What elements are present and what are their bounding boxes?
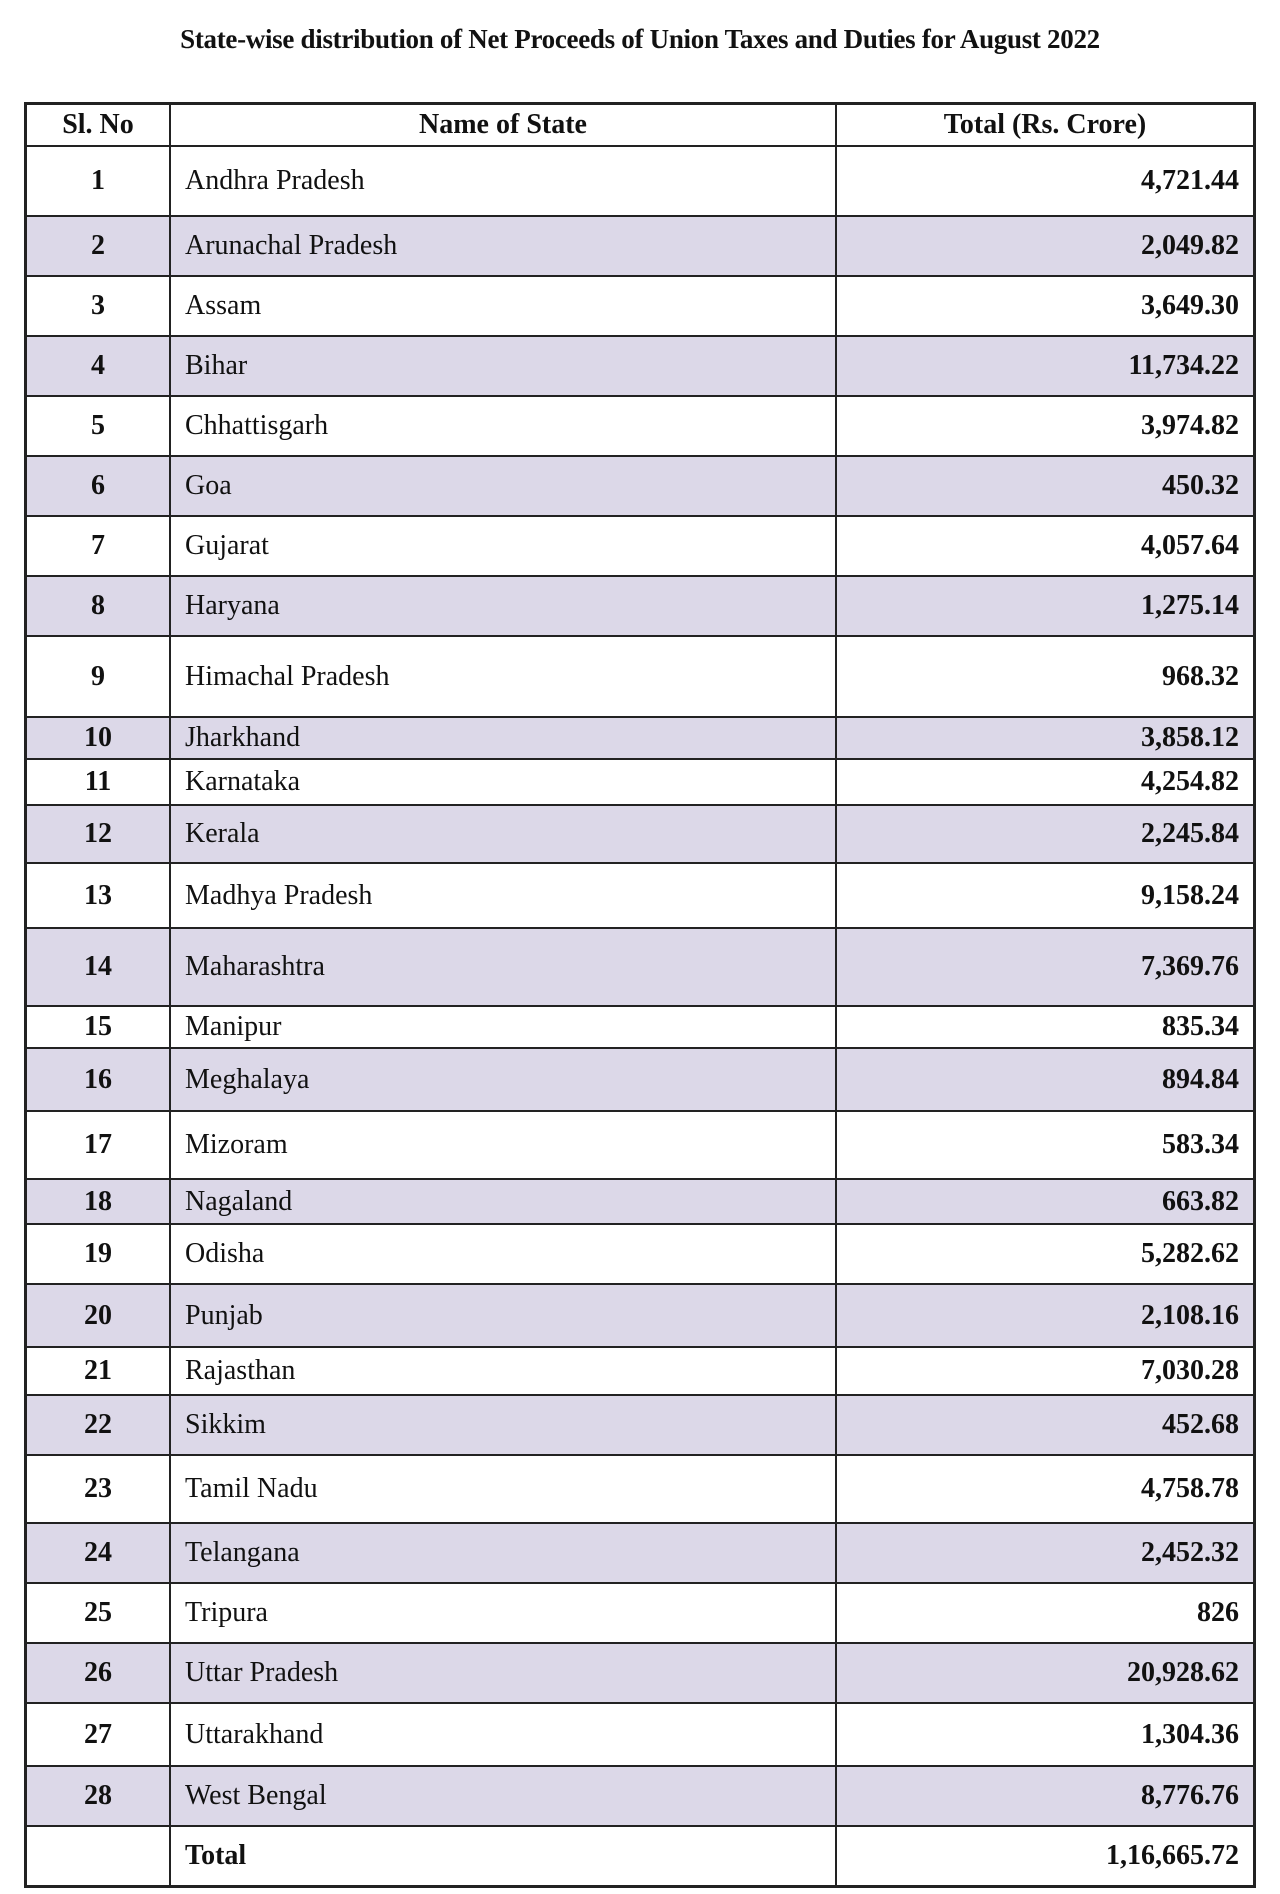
- total-cell: 20,928.62: [836, 1643, 1255, 1703]
- table-row: [26, 636, 1255, 717]
- total-cell: 8,776.76: [836, 1766, 1255, 1826]
- state-cell: Kerala: [170, 805, 836, 863]
- sl-cell: 16: [26, 1048, 171, 1111]
- sl-cell: 17: [26, 1111, 171, 1179]
- total-cell: 968.32: [836, 636, 1255, 717]
- sl-cell: 23: [26, 1455, 171, 1523]
- table-header-row: [26, 104, 1255, 147]
- table-row: [26, 1766, 1255, 1826]
- state-cell: Arunachal Pradesh: [170, 216, 836, 276]
- distribution-table: [24, 102, 1256, 1888]
- state-cell: Tripura: [170, 1583, 836, 1643]
- total-cell: 4,254.82: [836, 759, 1255, 805]
- grand-total-value: 1,16,665.72: [836, 1826, 1255, 1886]
- sl-cell: 13: [26, 863, 171, 928]
- sl-cell: 11: [26, 759, 171, 805]
- total-cell: 663.82: [836, 1179, 1255, 1224]
- sl-cell: 4: [26, 336, 171, 396]
- state-cell: Uttarakhand: [170, 1703, 836, 1766]
- total-cell: 7,030.28: [836, 1347, 1255, 1395]
- table-row: [26, 1643, 1255, 1703]
- sl-cell: 9: [26, 636, 171, 717]
- state-cell: Uttar Pradesh: [170, 1643, 836, 1703]
- state-cell: Meghalaya: [170, 1048, 836, 1111]
- table-row: [26, 928, 1255, 1006]
- total-cell: 2,108.16: [836, 1284, 1255, 1347]
- total-cell: 452.68: [836, 1395, 1255, 1455]
- sl-cell: 21: [26, 1347, 171, 1395]
- total-cell: 5,282.62: [836, 1224, 1255, 1284]
- total-cell: 4,721.44: [836, 146, 1255, 216]
- sl-cell: 2: [26, 216, 171, 276]
- state-cell: Sikkim: [170, 1395, 836, 1455]
- sl-cell: 27: [26, 1703, 171, 1766]
- total-cell: 11,734.22: [836, 336, 1255, 396]
- total-cell: 1,275.14: [836, 576, 1255, 636]
- table-row: [26, 863, 1255, 928]
- state-cell: Chhattisgarh: [170, 396, 836, 456]
- table-row: [26, 216, 1255, 276]
- table-row: [26, 336, 1255, 396]
- sl-cell: 10: [26, 717, 171, 759]
- state-cell: Andhra Pradesh: [170, 146, 836, 216]
- header-state-name: Name of State: [170, 104, 836, 147]
- sl-cell: 6: [26, 456, 171, 516]
- total-cell: 3,649.30: [836, 276, 1255, 336]
- state-cell: Telangana: [170, 1523, 836, 1583]
- state-cell: Odisha: [170, 1224, 836, 1284]
- state-cell: Bihar: [170, 336, 836, 396]
- page-title: State-wise distribution of Net Proceeds of Union Taxes and Duties for August 2022: [180, 24, 1100, 54]
- header-sl-no: Sl. No: [26, 104, 171, 147]
- header-total: Total (Rs. Crore): [836, 104, 1255, 147]
- table-row: [26, 1284, 1255, 1347]
- state-cell: Rajasthan: [170, 1347, 836, 1395]
- sl-cell: 19: [26, 1224, 171, 1284]
- table-row: [26, 717, 1255, 759]
- sl-cell: 28: [26, 1766, 171, 1826]
- state-cell: Tamil Nadu: [170, 1455, 836, 1523]
- state-cell: Punjab: [170, 1284, 836, 1347]
- total-cell: 450.32: [836, 456, 1255, 516]
- table-row: [26, 276, 1255, 336]
- total-cell: 9,158.24: [836, 863, 1255, 928]
- total-cell: 2,452.32: [836, 1523, 1255, 1583]
- sl-cell: 26: [26, 1643, 171, 1703]
- sl-cell: 14: [26, 928, 171, 1006]
- sl-cell: 15: [26, 1006, 171, 1048]
- table-row: [26, 456, 1255, 516]
- table-row: [26, 1455, 1255, 1523]
- table-row: [26, 805, 1255, 863]
- state-cell: Assam: [170, 276, 836, 336]
- table-row: [26, 1224, 1255, 1284]
- sl-cell: 8: [26, 576, 171, 636]
- total-cell: 3,974.82: [836, 396, 1255, 456]
- table-row: [26, 516, 1255, 576]
- table-row: [26, 396, 1255, 456]
- table-row: [26, 1347, 1255, 1395]
- total-label: Total: [170, 1826, 836, 1886]
- state-cell: Gujarat: [170, 516, 836, 576]
- sl-cell: 22: [26, 1395, 171, 1455]
- total-cell: 2,245.84: [836, 805, 1255, 863]
- state-cell: Goa: [170, 456, 836, 516]
- sl-cell: 18: [26, 1179, 171, 1224]
- state-cell: Haryana: [170, 576, 836, 636]
- state-cell: Nagaland: [170, 1179, 836, 1224]
- total-cell: 3,858.12: [836, 717, 1255, 759]
- state-cell: Karnataka: [170, 759, 836, 805]
- state-cell: West Bengal: [170, 1766, 836, 1826]
- table-row: [26, 146, 1255, 216]
- total-cell: 4,758.78: [836, 1455, 1255, 1523]
- table-row: [26, 1179, 1255, 1224]
- table-row: [26, 1111, 1255, 1179]
- table-row: [26, 1395, 1255, 1455]
- total-cell: 2,049.82: [836, 216, 1255, 276]
- table-row: [26, 576, 1255, 636]
- total-cell: 826: [836, 1583, 1255, 1643]
- state-cell: Himachal Pradesh: [170, 636, 836, 717]
- state-cell: Manipur: [170, 1006, 836, 1048]
- total-cell: 894.84: [836, 1048, 1255, 1111]
- table-row: [26, 1523, 1255, 1583]
- state-cell: Jharkhand: [170, 717, 836, 759]
- sl-cell: 24: [26, 1523, 171, 1583]
- sl-cell: 25: [26, 1583, 171, 1643]
- sl-cell: 7: [26, 516, 171, 576]
- table-row: [26, 1703, 1255, 1766]
- total-cell: 4,057.64: [836, 516, 1255, 576]
- table-row: [26, 1006, 1255, 1048]
- sl-cell: 3: [26, 276, 171, 336]
- total-cell: 835.34: [836, 1006, 1255, 1048]
- sl-cell: [26, 1826, 171, 1886]
- table-row: [26, 1583, 1255, 1643]
- total-row: [26, 1826, 1255, 1886]
- total-cell: 7,369.76: [836, 928, 1255, 1006]
- total-cell: 583.34: [836, 1111, 1255, 1179]
- sl-cell: 20: [26, 1284, 171, 1347]
- state-cell: Madhya Pradesh: [170, 863, 836, 928]
- sl-cell: 12: [26, 805, 171, 863]
- state-cell: Maharashtra: [170, 928, 836, 1006]
- state-cell: Mizoram: [170, 1111, 836, 1179]
- sl-cell: 1: [26, 146, 171, 216]
- table-row: [26, 759, 1255, 805]
- total-cell: 1,304.36: [836, 1703, 1255, 1766]
- sl-cell: 5: [26, 396, 171, 456]
- table-row: [26, 1048, 1255, 1111]
